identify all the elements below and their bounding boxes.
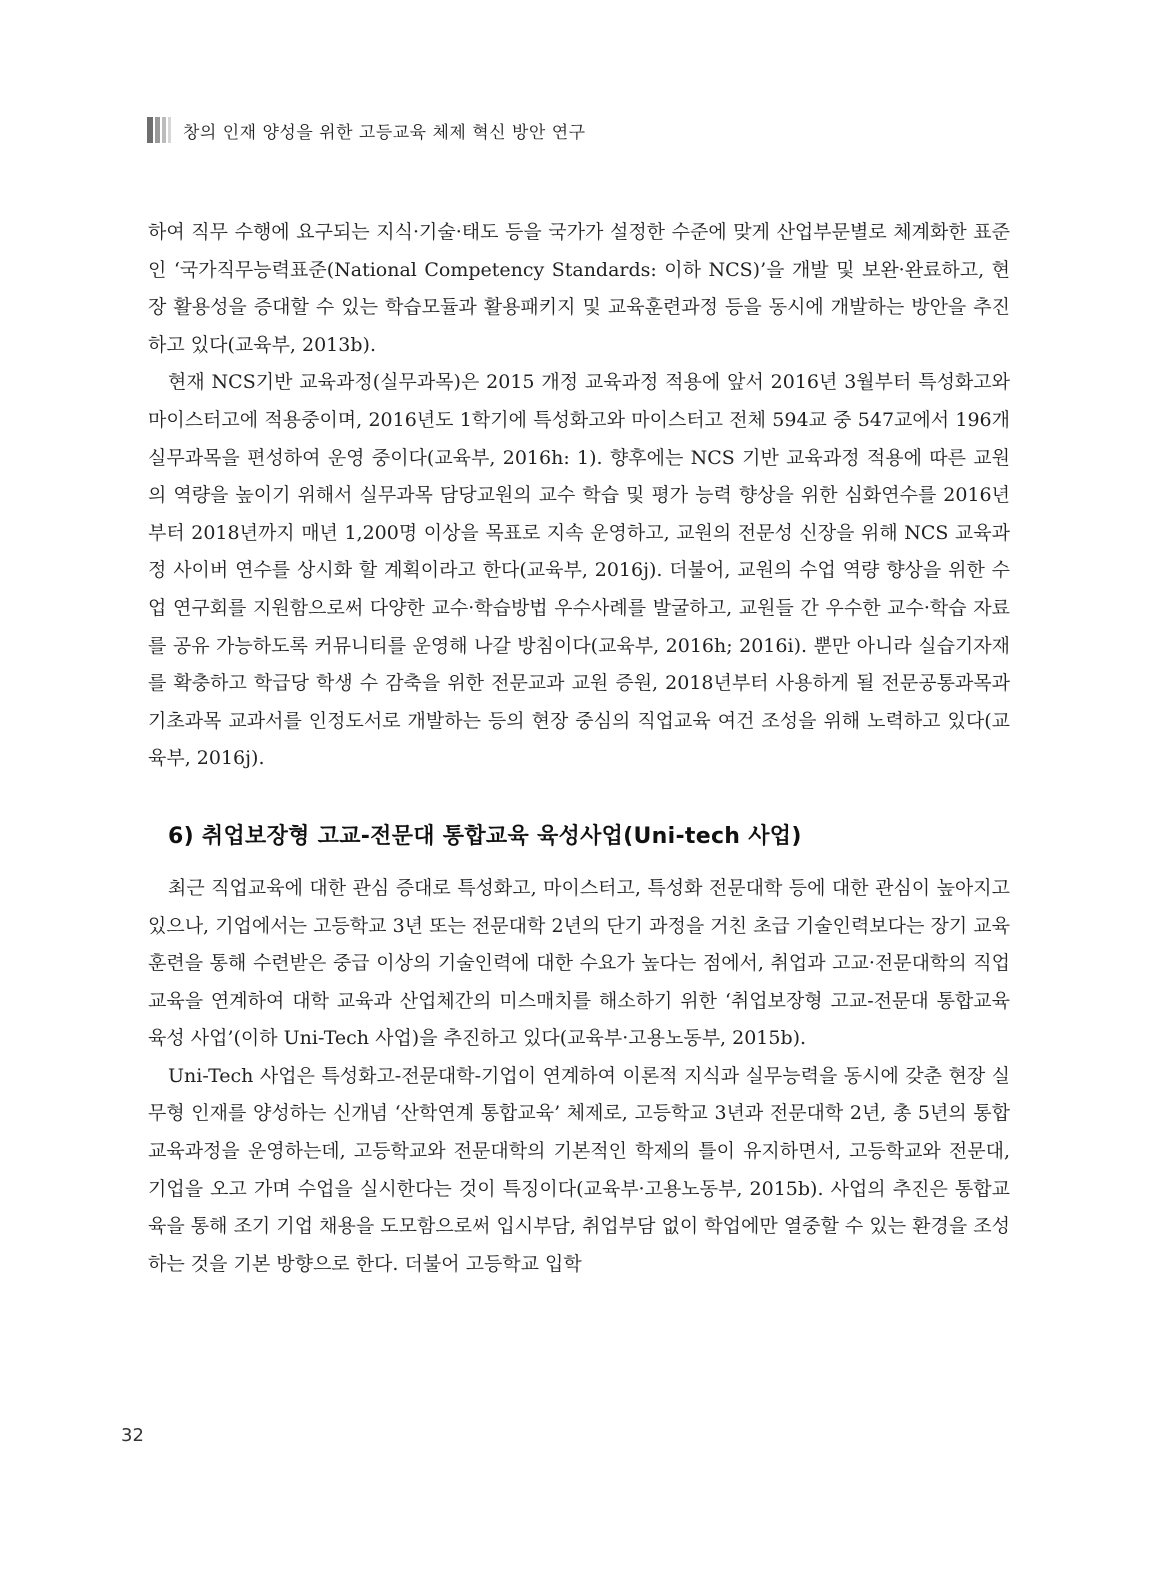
header-bar-icon [147,117,173,143]
running-header-title: 창의 인재 양성을 위한 고등교육 체제 혁신 방안 연구 [183,122,586,143]
section-heading: 6) 취업보장형 고교-전문대 통합교육 육성사업(Uni-tech 사업) [168,823,802,849]
paragraph: 하여 직무 수행에 요구되는 지식·기술·태도 등을 국가가 설정한 수준에 맞게 산업부문별로 체계화한 표준인 ‘국가직무능력표준(National Competency Standards: 이하 NCS)’을 개발 및 보완·완료하고, 현장 활용성을 증대할 수 있는 학습모듈과 활용패키지 및 교육훈련과정 등을 동시에 개발하는 방안을 추진하고 있다(교육부, 2013b). [148,221,1010,356]
paragraph: Uni-Tech 사업은 특성화고-전문대학-기업이 연계하여 이론적 지식과 실무능력을 동시에 갖춘 현장 실무형 인재를 양성하는 신개념 ‘산학연계 통합교육’ 체제로, 고등학교 3년과 전문대학 2년, 총 5년의 통합교육과정을 운영하는데, 고등학교와 전문대학의 기본적인 학제의 틀이 유지하면서, 고등학교와 전문대, 기업을 오고 가며 수업을 실시한다는 것이 특징이다(교육부·고용노동부, 2015b). 사업의 추진은 통합교육을 통해 조기 기업 채용을 도모함으로써 입시부담, 취업부담 없이 학업에만 열중할 수 있는 환경을 조성하는 것을 기본 방향으로 한다. 더불어 고등학교 입학 [148,1064,1010,1275]
paragraph: 최근 직업교육에 대한 관심 증대로 특성화고, 마이스터고, 특성화 전문대학 등에 대한 관심이 높아지고 있으나, 기업에서는 고등학교 3년 또는 전문대학 2년의 단기 과정을 거친 초급 기술인력보다는 장기 교육훈련을 통해 수련받은 중급 이상의 기술인력에 대한 수요가 높다는 점에서, 취업과 고교·전문대학의 직업교육을 연계하여 대학 교육과 산업체간의 미스매치를 해소하기 위한 ‘취업보장형 고교-전문대 통합교육 육성 사업’(이하 Uni-Tech 사업)을 추진하고 있다(교육부·고용노동부, 2015b). [148,876,1010,1050]
running-header [147,117,586,143]
body-text [148,214,1010,1283]
paragraph: 현재 NCS기반 교육과정(실무과목)은 2015 개정 교육과정 적용에 앞서 2016년 3월부터 특성화고와 마이스터고에 적용중이며, 2016년도 1학기에 특성화고와 마이스터고 전체 594교 중 547교에서 196개 실무과목을 편성하여 운영 중이다(교육부, 2016h: 1). 향후에는 NCS 기반 교육과정 적용에 따른 교원의 역량을 높이기 위해서 실무과목 담당교원의 교수 학습 및 평가 능력 향상을 위한 심화연수를 2016년부터 2018년까지 매년 1,200명 이상을 목표로 지속 운영하고, 교원의 전문성 신장을 위해 NCS 교육과정 사이버 연수를 상시화 할 계획이라고 한다(교육부, 2016j). 더불어, 교원의 수업 역량 향상을 위한 수업 연구회를 지원함으로써 다양한 교수·학습방법 우수사례를 발굴하고, 교원들 간 우수한 교수·학습 자료를 공유 가능하도록 커뮤니티를 운영해 나갈 방침이다(교육부, 2016h; 2016i). 뿐만 아니라 실습기자재를 확충하고 학급당 학생 수 감축을 위한 전문교과 교원 증원, 2018년부터 사용하게 될 전문공통과목과 기초과목 교과서를 인정도서로 개발하는 등의 현장 중심의 직업교육 여건 조성을 위해 노력하고 있다(교육부, 2016j). [148,371,1010,770]
page-number: 32 [121,1425,144,1446]
